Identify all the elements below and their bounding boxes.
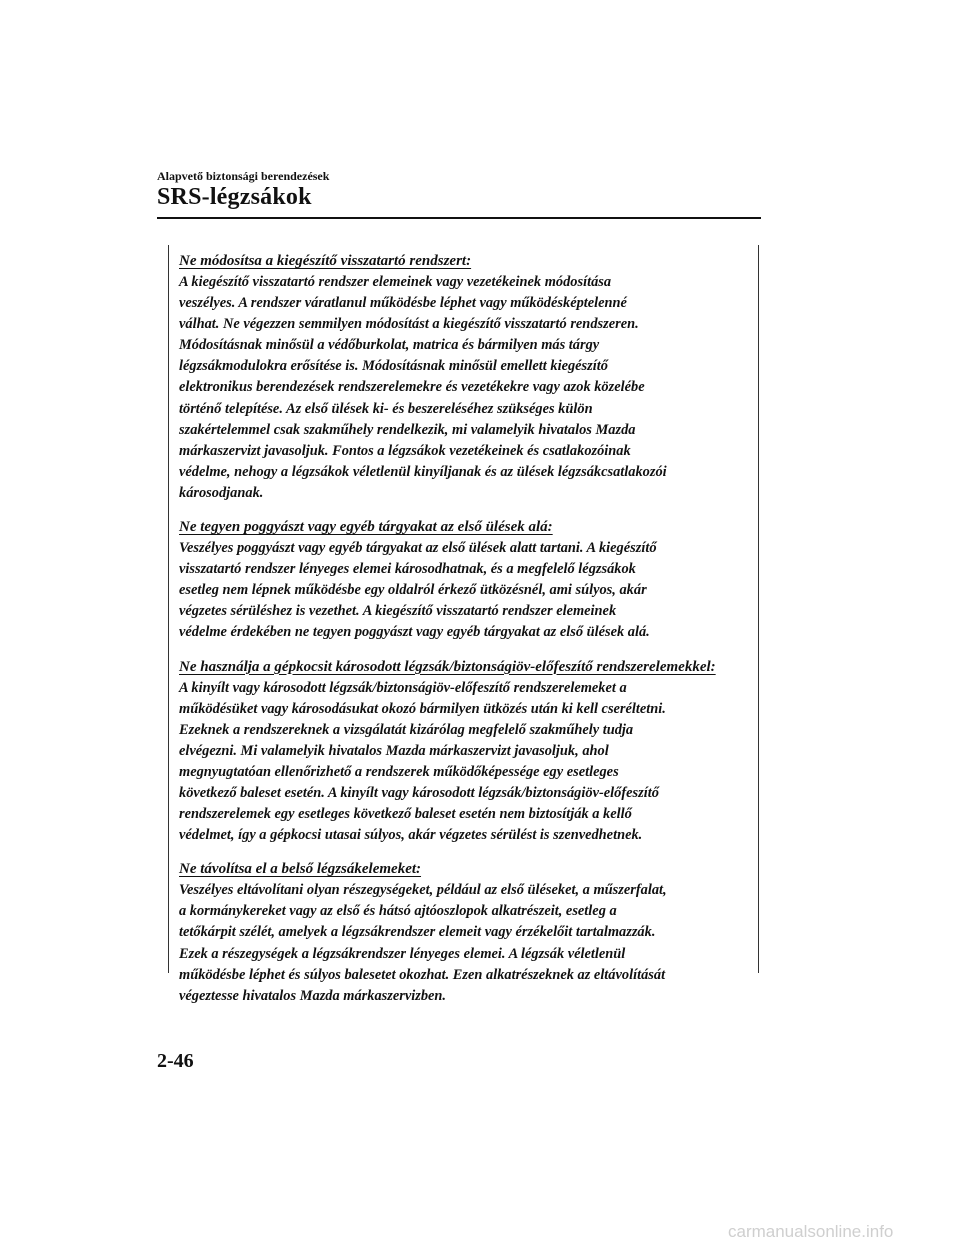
warning-text-line: a kormánykereket vagy az első és hátsó ajtóoszlopok alkatrészeit, esetleg a <box>179 903 617 920</box>
warning-text-line: Módosításnak minősül a védőburkolat, matrica és bármilyen más tárgy <box>179 337 600 354</box>
warning-text-line: visszatartó rendszer lényeges elemei károsodhatnak, és a megfelelő légzsákok <box>179 561 636 578</box>
warning-text-line: következő baleset esetén. A kinyílt vagy károsodott légzsák/biztonságiöv-előfeszítő <box>179 784 659 801</box>
warning-text-line: végzetes sérüléshez is vezethet. A kiegészítő visszatartó rendszer elemeinek <box>179 603 617 620</box>
page-number: 2-46 <box>157 1050 194 1072</box>
warning-text-line: rendszerelemek egy esetleges következő baleset esetén nem biztosítják a kellő <box>179 806 632 823</box>
warning-text-line: működésüket vagy károsodásukat okozó bármilyen ütközés után ki kell cseréltetni. <box>179 700 666 717</box>
warning-section <box>179 656 755 847</box>
warning-heading: Ne módosítsa a kiegészítő visszatartó rendszert: <box>179 253 472 269</box>
warning-heading: Ne tegyen poggyászt vagy egyéb tárgyakat az első ülések alá: <box>179 519 553 536</box>
warning-box <box>179 250 755 1019</box>
warning-text-line: Veszélyes eltávolítani olyan részegységeket, például az első üléseket, a műszerfalat, <box>179 882 667 899</box>
warning-box-left-border <box>168 245 169 973</box>
warning-text-line: megnyugtatóan ellenőrizhető a rendszerek működőképessége egy esetleges <box>179 763 619 780</box>
warning-section <box>179 250 755 504</box>
watermark: carmanualsonline.info <box>728 1222 894 1241</box>
warning-text-line: szakértelemmel csak szakműhely rendelkezik, mi valamelyik hivatalos Mazda <box>179 421 636 438</box>
warning-text-line: A kinyílt vagy károsodott légzsák/biztonságiöv-előfeszítő rendszerelemeket a <box>179 679 627 696</box>
warning-text-line: A kiegészítő visszatartó rendszer elemeinek vagy vezetékeinek módosítása <box>179 274 612 290</box>
warning-text-line: veszélyes. A rendszer váratlanul működésbe léphet vagy működésképtelenné <box>179 295 627 312</box>
warning-text-line: történő telepítése. Az első ülések ki- és beszereléséhez szükséges külön <box>179 400 593 417</box>
warning-section <box>179 516 755 643</box>
warning-text-line: Ezeknek a rendszereknek a vizsgálatát kizárólag megfelelő szakműhely tudja <box>179 721 634 738</box>
warning-text-line: Ezek a részegységek a légzsákrendszer lényeges elemei. A légzsák véletlenül <box>179 945 626 962</box>
title-divider <box>157 217 761 219</box>
warning-text-line: márkaszervizt javasoljuk. Fontos a légzsákok vezetékeinek és csatlakozóinak <box>179 442 631 459</box>
warning-box-right-border <box>758 245 759 973</box>
page-title: SRS-légzsákok <box>157 184 312 210</box>
warning-text-line: esetleg nem lépnek működésbe egy oldalról érkező ütközésnél, ami súlyos, akár <box>179 582 647 599</box>
warning-text-line: működésbe léphet és súlyos balesetet okozhat. Ezen alkatrészeknek az eltávolítását <box>179 966 666 983</box>
warning-text-line: védelmet, így a gépkocsi utasai súlyos, akár végzetes sérülést is szenvedhetnek. <box>179 827 643 844</box>
warning-text-line: védelme érdekében ne tegyen poggyászt vagy egyéb tárgyakat az első ülések alá. <box>179 624 650 641</box>
warning-text-line: légzsákmodulokra erősítése is. Módosításnak minősül emellett kiegészítő <box>179 358 608 375</box>
warning-text-line: elektronikus berendezések rendszerelemekre és vezetékekre vagy azok közelébe <box>179 379 645 396</box>
breadcrumb: Alapvető biztonsági berendezések <box>157 169 330 183</box>
warning-text-line: védelme, nehogy a légzsákok véletlenül kinyíljanak és az ülések légzsákcsatlakozói <box>179 463 667 480</box>
warning-heading: Ne távolítsa el a belső légzsákelemeket: <box>179 861 422 878</box>
warning-heading: Ne használja a gépkocsit károsodott légzsák/biztonságiöv-előfeszítő rendszerelemekkel: <box>179 658 716 675</box>
warning-text-line: tetőkárpit szélét, amelyek a légzsákrendszer elemeit vagy érzékelőit tartalmazzák. <box>179 924 656 941</box>
warning-text-line: Veszélyes poggyászt vagy egyéb tárgyakat az első ülések alatt tartani. A kiegészítő <box>179 540 657 557</box>
warning-section <box>179 858 755 1007</box>
warning-text-line: károsodjanak. <box>179 484 264 501</box>
warning-text-line: elvégezni. Mi valamelyik hivatalos Mazda márkaszervizt javasoljuk, ahol <box>179 742 609 759</box>
warning-text-line: végeztesse hivatalos Mazda márkaszervizben. <box>179 987 447 1004</box>
warning-text-line: válhat. Ne végezzen semmilyen módosítást a kiegészítő visszatartó rendszeren. <box>179 316 639 333</box>
